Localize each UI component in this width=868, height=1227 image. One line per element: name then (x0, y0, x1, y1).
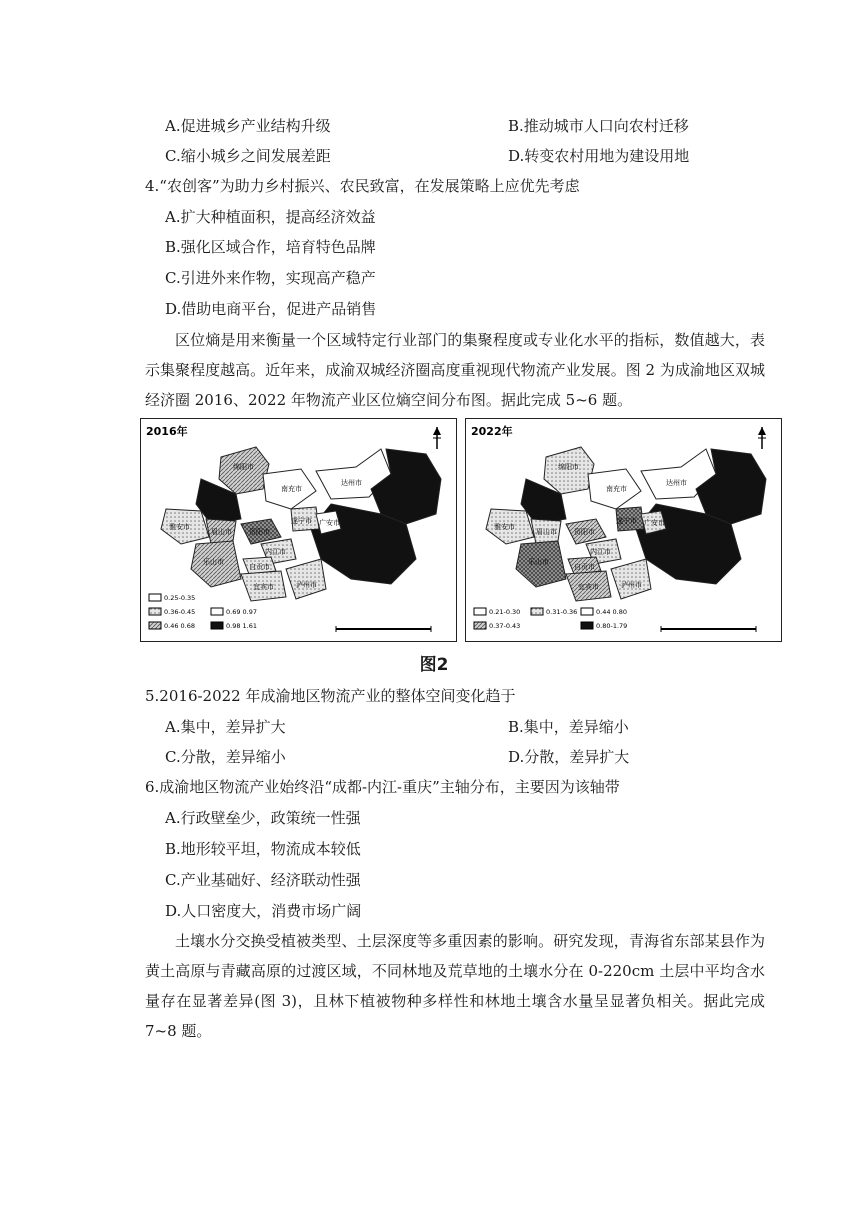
svg-text:眉山市: 眉山市 (536, 528, 557, 536)
north-arrow-icon (758, 427, 766, 449)
map-2016 (140, 418, 457, 642)
q6-option-c: C.产业基础好、经济联动性强 (165, 871, 361, 889)
q6-stem: 6.成渝地区物流产业始终沿“成都-内江-重庆”主轴分布，主要因为该轴带 (145, 778, 620, 796)
svg-text:广安市: 广安市 (644, 519, 665, 527)
svg-text:内江市: 内江市 (265, 548, 286, 556)
svg-text:泸州市: 泸州市 (621, 581, 642, 589)
svg-text:绵阳市: 绵阳市 (558, 463, 579, 471)
svg-text:南充市: 南充市 (281, 485, 302, 493)
svg-text:0.98 1.61: 0.98 1.61 (226, 622, 258, 630)
map-2022-year: 2022年 (471, 425, 513, 438)
q4-stem: 4.“农创客”为助力乡村振兴、农民致富，在发展策略上应优先考虑 (145, 177, 580, 195)
svg-text:眉山市: 眉山市 (211, 528, 232, 536)
svg-text:0.80-1.79: 0.80-1.79 (596, 622, 628, 630)
north-arrow-icon (433, 427, 441, 449)
svg-text:自贡市: 自贡市 (249, 563, 270, 571)
map-2022 (465, 418, 782, 642)
svg-text:遂宁市: 遂宁市 (291, 517, 312, 525)
svg-text:雅安市: 雅安市 (494, 523, 515, 531)
q3-option-b: B.推动城市人口向农村迁移 (508, 117, 689, 135)
svg-text:内江市: 内江市 (590, 548, 611, 556)
svg-text:资阳市: 资阳市 (574, 528, 595, 536)
svg-text:0.25-0.35: 0.25-0.35 (164, 594, 196, 602)
passage-soil-moisture: 土壤水分交换受植被类型、土层深度等多重因素的影响。研究发现，青海省东部某县作为黄土高原与青藏高原的过渡区域，不同林地及荒草地的土壤水分在 0-220cm 土层中平均含水量存在显著差异(图 3)，且林下植被物种多样性和林地土壤含水量呈显著负相关。据此完成 7~8 题。 (145, 932, 765, 1040)
q3-option-c: C.缩小城乡之间发展差距 (165, 147, 331, 165)
svg-text:乐山市: 乐山市 (203, 558, 224, 566)
scale-bar (336, 626, 431, 632)
svg-text:南充市: 南充市 (606, 485, 627, 493)
q5-stem: 5.2016-2022 年成渝地区物流产业的整体空间变化趋于 (145, 687, 516, 705)
svg-text:广安市: 广安市 (319, 519, 340, 527)
q5-option-b: B.集中，差异缩小 (508, 718, 629, 736)
map-2016-year: 2016年 (146, 425, 188, 438)
svg-text:宜宾市: 宜宾市 (253, 583, 274, 591)
svg-text:0.44 0.80: 0.44 0.80 (596, 608, 628, 616)
svg-text:0.37-0.43: 0.37-0.43 (489, 622, 521, 630)
q5-option-c: C.分散，差异缩小 (165, 748, 286, 766)
q4-option-a: A.扩大种植面积，提高经济效益 (165, 208, 376, 226)
q6-option-d: D.人口密度大，消费市场广阔 (165, 902, 362, 920)
svg-text:乐山市: 乐山市 (528, 558, 549, 566)
passage-location-quotient: 区位熵是用来衡量一个区域特定行业部门的集聚程度或专业化水平的指标，数值越大，表示集聚程度越高。近年来，成渝双城经济圈高度重视现代物流产业发展。图 2 为成渝地区双城经济圈 2016、2022 年物流产业区位熵空间分布图。据此完成 5~6 题。 (145, 331, 765, 409)
svg-text:0.31-0.36: 0.31-0.36 (546, 608, 578, 616)
q4-option-d: D.借助电商平台，促进产品销售 (165, 300, 377, 318)
svg-text:0.69 0.97: 0.69 0.97 (226, 608, 258, 616)
svg-text:0.21-0.30: 0.21-0.30 (489, 608, 521, 616)
svg-text:雅安市: 雅安市 (169, 523, 190, 531)
svg-text:资阳市: 资阳市 (249, 528, 270, 536)
scale-bar (661, 626, 756, 632)
svg-text:达州市: 达州市 (341, 479, 362, 487)
svg-text:泸州市: 泸州市 (296, 581, 317, 589)
q6-option-a: A.行政壁垒少，政策统一性强 (165, 809, 361, 827)
svg-text:自贡市: 自贡市 (574, 563, 595, 571)
q5-option-d: D.分散，差异扩大 (508, 748, 630, 766)
svg-text:宜宾市: 宜宾市 (578, 583, 599, 591)
svg-text:0.46 0.68: 0.46 0.68 (164, 622, 196, 630)
svg-text:遂宁市: 遂宁市 (616, 517, 637, 525)
figure-caption: 图2 (419, 655, 449, 675)
q4-option-b: B.强化区域合作，培育特色品牌 (165, 238, 376, 256)
svg-text:绵阳市: 绵阳市 (233, 463, 254, 471)
svg-text:0.36-0.45: 0.36-0.45 (164, 608, 196, 616)
q3-option-a: A.促进城乡产业结构升级 (165, 117, 331, 135)
q4-option-c: C.引进外来作物，实现高产稳产 (165, 269, 376, 287)
q3-option-d: D.转变农村用地为建设用地 (508, 147, 690, 165)
q6-option-b: B.地形较平坦，物流成本较低 (165, 840, 361, 858)
q5-option-a: A.集中，差异扩大 (165, 718, 286, 736)
svg-text:达州市: 达州市 (666, 479, 687, 487)
